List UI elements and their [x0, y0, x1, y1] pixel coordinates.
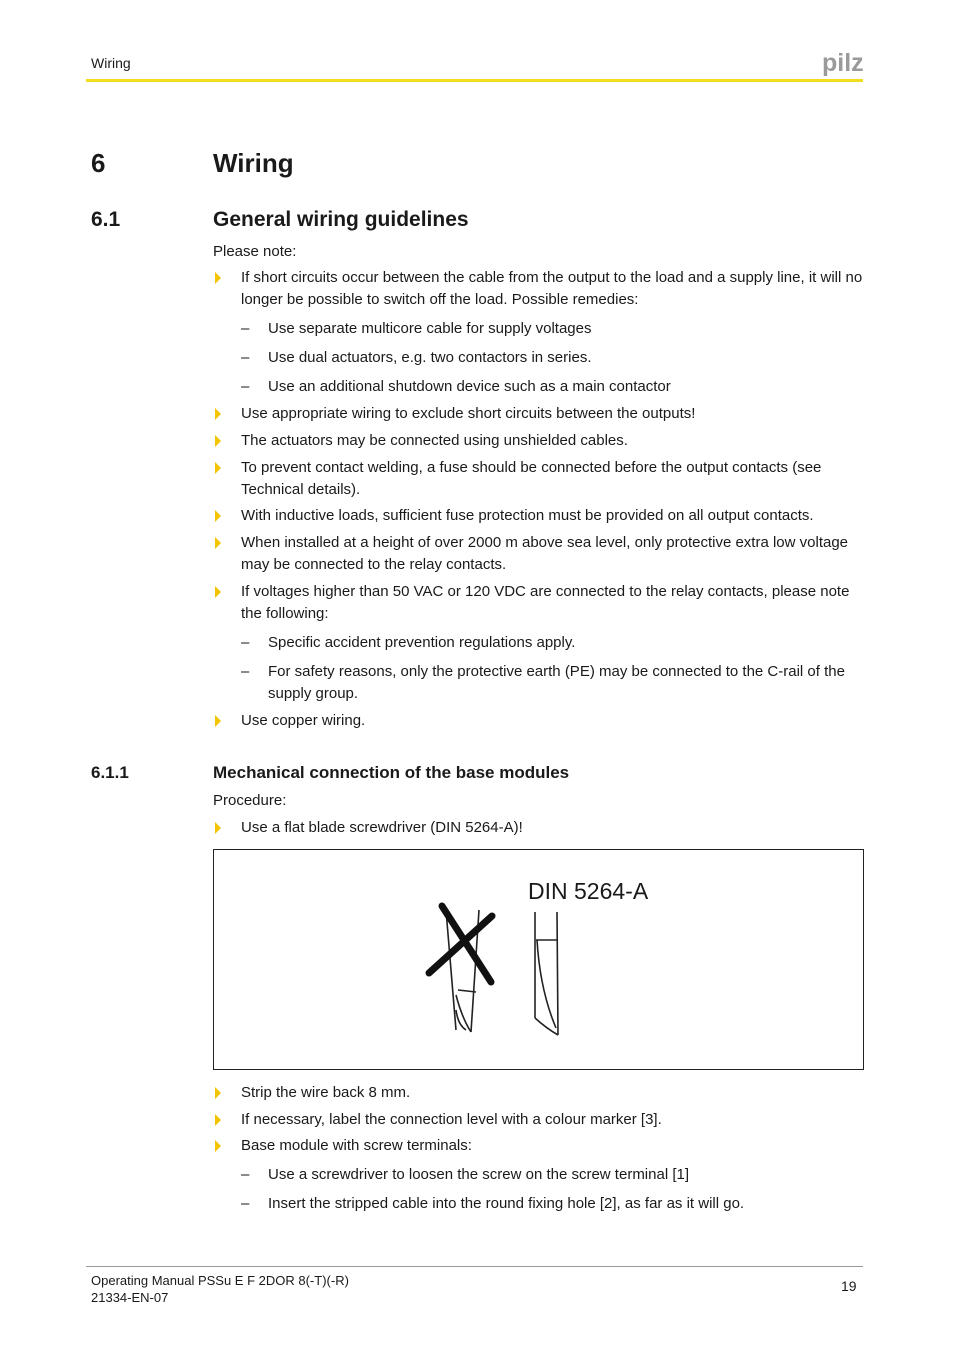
cross-out-icon — [429, 906, 492, 982]
list-subitem: – Use separate multicore cable for supply voltages — [213, 318, 865, 340]
bullet-icon — [215, 586, 221, 598]
footer-doc-id: 21334-EN-07 — [91, 1290, 169, 1305]
intro-text: Please note: — [213, 243, 297, 260]
bullet-icon — [215, 1140, 221, 1152]
pilz-logo — [821, 49, 865, 77]
bullet-icon — [215, 1114, 221, 1126]
screwdriver-figure — [213, 849, 864, 1070]
list-subitem: – Use an additional shutdown device such as a main contactor — [213, 376, 865, 398]
bullet-icon — [215, 272, 221, 284]
list-subitem: – Use a screwdriver to loosen the screw on the screw terminal [1] — [213, 1164, 865, 1186]
dash-icon: – — [241, 634, 250, 651]
screwdriver-illustration — [414, 900, 574, 1040]
list-item: To prevent contact welding, a fuse should be connected before the output contacts (see Technical details). — [213, 457, 865, 501]
dash-icon: – — [241, 663, 250, 680]
bullet-icon — [215, 408, 221, 420]
bullet-icon — [215, 435, 221, 447]
section-title: General wiring guidelines — [213, 208, 469, 231]
chapter-title: Wiring — [213, 148, 294, 178]
list-subitem: – Insert the stripped cable into the round fixing hole [2], as far as it will go. — [213, 1193, 865, 1215]
list-item: With inductive loads, sufficient fuse protection must be provided on all output contacts. — [213, 505, 865, 527]
list-item: Base module with screw terminals: — [213, 1135, 865, 1157]
list-item: If necessary, label the connection level with a colour marker [3]. — [213, 1109, 865, 1131]
footer-manual-title: Operating Manual PSSu E F 2DOR 8(-T)(-R) — [91, 1273, 349, 1288]
running-header: Wiring — [91, 55, 131, 71]
list-subitem: – For safety reasons, only the protective earth (PE) may be connected to the C-rail of the supply group. — [241, 663, 845, 702]
bullet-icon — [215, 510, 221, 522]
subsection-title: Mechanical connection of the base modules — [213, 763, 570, 782]
footer-rule — [86, 1266, 863, 1267]
bullet-icon — [215, 462, 221, 474]
list-item: If short circuits occur between the cable from the output to the load and a supply line, it will no longer be possible to switch off the load. Possible remedies: — [213, 267, 865, 311]
list-item: Use a flat blade screwdriver (DIN 5264-A)! — [213, 817, 865, 839]
list-subitem: – Use dual actuators, e.g. two contactors in series. — [213, 347, 865, 369]
section-number: 6.1 — [91, 208, 121, 231]
page-number: 19 — [841, 1278, 857, 1294]
subsection-number: 6.1.1 — [91, 763, 129, 782]
procedure-label: Procedure: — [213, 792, 287, 809]
bullet-icon — [215, 715, 221, 727]
figure-label: DIN 5264-A — [528, 878, 649, 904]
dash-icon: – — [241, 1166, 250, 1183]
list-item: When installed at a height of over 2000 m above sea level, only protective extra low voltage may be connected to the relay contacts. — [213, 532, 865, 576]
list-item: Use copper wiring. — [213, 710, 865, 732]
list-item: Strip the wire back 8 mm. — [213, 1082, 865, 1104]
svg-text:pilz: pilz — [822, 49, 864, 77]
header-rule — [86, 79, 863, 82]
list-item: Use appropriate wiring to exclude short circuits between the outputs! — [213, 403, 865, 425]
dash-icon: – — [241, 349, 250, 366]
bullet-icon — [215, 1087, 221, 1099]
chapter-number: 6 — [91, 148, 106, 178]
dash-icon: – — [241, 320, 250, 337]
bullet-icon — [215, 537, 221, 549]
dash-icon: – — [241, 378, 250, 395]
list-subitem: – Specific accident prevention regulations apply. — [213, 632, 865, 654]
bullet-icon — [215, 822, 221, 834]
dash-icon: – — [241, 1195, 250, 1212]
list-item: The actuators may be connected using unshielded cables. — [213, 430, 865, 452]
list-item: If voltages higher than 50 VAC or 120 VDC are connected to the relay contacts, please note the following: — [213, 581, 865, 625]
correct-blade-icon — [535, 912, 558, 1035]
